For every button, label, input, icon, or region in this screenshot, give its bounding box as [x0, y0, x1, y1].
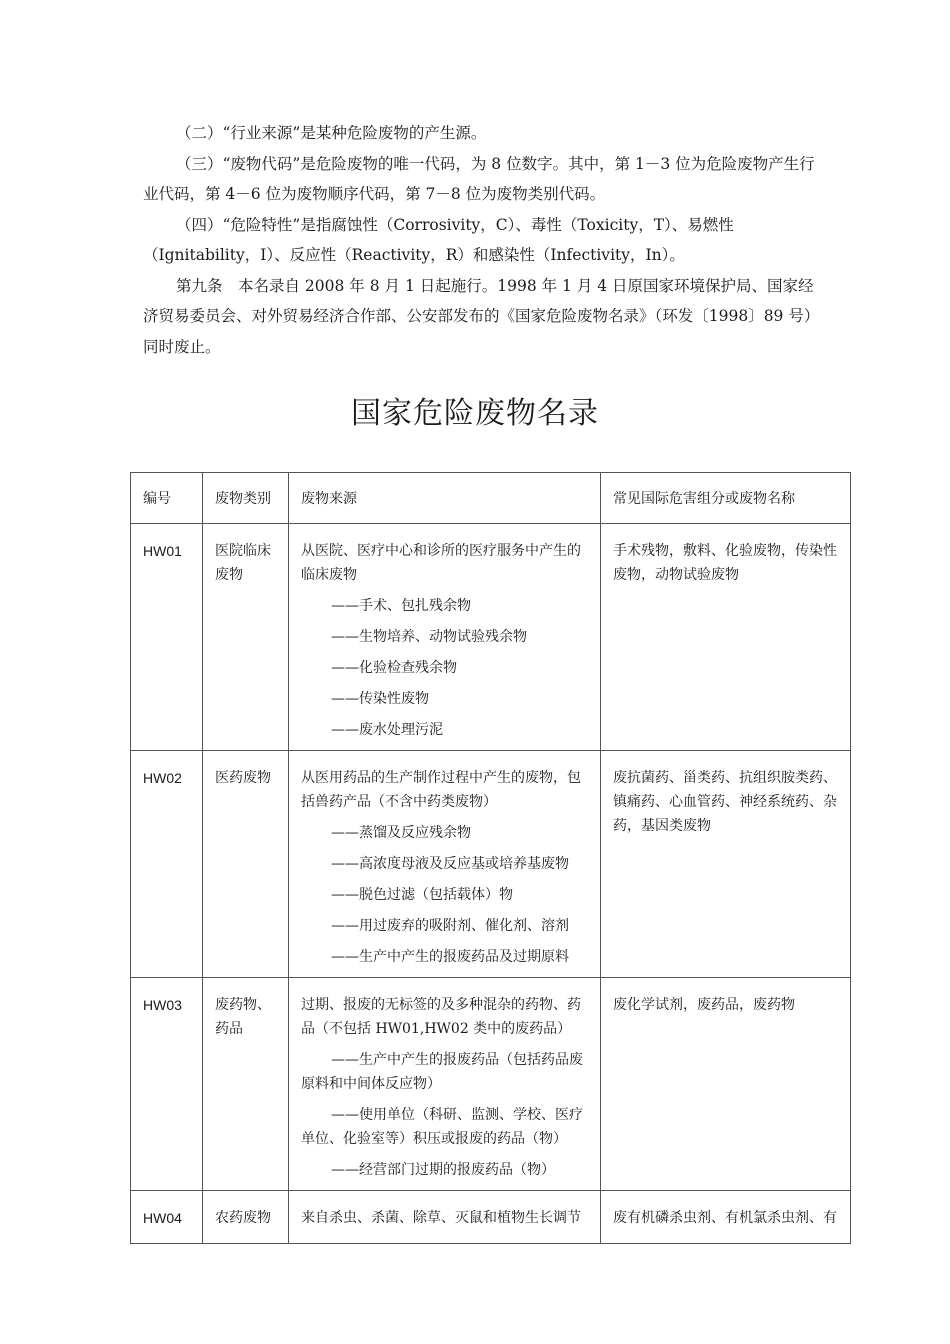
source-item: ——手术、包扎残余物: [331, 598, 471, 614]
row-code: HW03: [131, 978, 203, 1191]
source-item: ——蒸馏及反应残余物: [331, 825, 471, 841]
article-nine: 第九条 本名录自 2008 年 8 月 1 日起施行。1998 年 1 月 4 日原国家环境保护局、国家经济贸易委员会、对外贸易经济合作部、公安部发布的《国家危险废物名录》（环发〔1998〕89 号）同时废止。: [143, 276, 814, 356]
row-category: 农药废物: [203, 1191, 289, 1244]
intro-paragraph-2: （二）“行业来源”是某种危险废物的产生源。: [176, 124, 487, 142]
source-item: ——使用单位（科研、监测、学校、医疗单位、化验室等）积压或报废的药品（物）: [301, 1107, 583, 1147]
source-item: ——脱色过滤（包括载体）物: [331, 887, 513, 903]
row-source: [289, 751, 601, 978]
row-category: 废药物、药品: [203, 978, 289, 1191]
document-title: 国家危险废物名录: [351, 396, 599, 431]
row-names: 废有机磷杀虫剂、有机氯杀虫剂、有: [601, 1191, 851, 1244]
row-code: HW02: [131, 751, 203, 978]
source-item: ——废水处理污泥: [331, 722, 443, 738]
source-description: 从医用药品的生产制作过程中产生的废物，包括兽药产品（不含中药类废物）: [301, 770, 581, 810]
source-item: ——用过废弃的吸附剂、催化剂、溶剂: [331, 918, 569, 934]
row-source: 来自杀虫、杀菌、除草、灭鼠和植物生长调节: [289, 1191, 601, 1244]
intro-paragraph-4: （四）“危险特性”是指腐蚀性（Corrosivity，C）、毒性（Toxicity，T）、易燃性（Ignitability，I）、反应性（Reactivity，R）和感染性（Infectivity，In）。: [143, 215, 734, 264]
source-item: ——化验检查残余物: [331, 660, 457, 676]
row-names: 废抗菌药、甾类药、抗组织胺类药、镇痛药、心血管药、神经系统药、杂药，基因类废物: [601, 751, 851, 978]
intro-text: [143, 118, 815, 362]
table-row: [131, 978, 851, 1191]
header-category: 废物类别: [203, 473, 289, 524]
table-header-row: [131, 473, 851, 524]
source-item: ——生物培养、动物试验残余物: [331, 629, 527, 645]
hazardous-waste-table: [130, 472, 851, 1244]
source-description: 过期、报废的无标签的及多种混杂的药物、药品（不包括 HW01,HW02 类中的废药品）: [301, 997, 581, 1037]
row-names: 手术残物，敷料、化验废物，传染性废物，动物试验废物: [601, 524, 851, 751]
intro-paragraph-3: （三）“废物代码”是危险废物的唯一代码，为 8 位数字。其中，第 1－3 位为危险废物产生行业代码，第 4－6 位为废物顺序代码，第 7－8 位为废物类别代码。: [143, 154, 815, 203]
row-category: 医药废物: [203, 751, 289, 978]
header-names: 常见国际危害组分或废物名称: [601, 473, 851, 524]
header-code: 编号: [131, 473, 203, 524]
table-row: [131, 524, 851, 751]
source-item: ——生产中产生的报废药品（包括药品废原料和中间体反应物）: [301, 1052, 583, 1092]
source-item: ——高浓度母液及反应基或培养基废物: [331, 856, 569, 872]
row-names: 废化学试剂，废药品，废药物: [601, 978, 851, 1191]
table-row: [131, 751, 851, 978]
source-description: 从医院、医疗中心和诊所的医疗服务中产生的临床废物: [301, 543, 581, 583]
row-code: HW04: [131, 1191, 203, 1244]
header-source: 废物来源: [289, 473, 601, 524]
row-category: 医院临床废物: [203, 524, 289, 751]
source-item: ——传染性废物: [331, 691, 429, 707]
source-item: ——生产中产生的报废药品及过期原料: [331, 949, 569, 965]
source-item: ——经营部门过期的报废药品（物）: [331, 1162, 555, 1178]
table-row: [131, 1191, 851, 1244]
row-source: [289, 524, 601, 751]
row-code: HW01: [131, 524, 203, 751]
row-source: [289, 978, 601, 1191]
